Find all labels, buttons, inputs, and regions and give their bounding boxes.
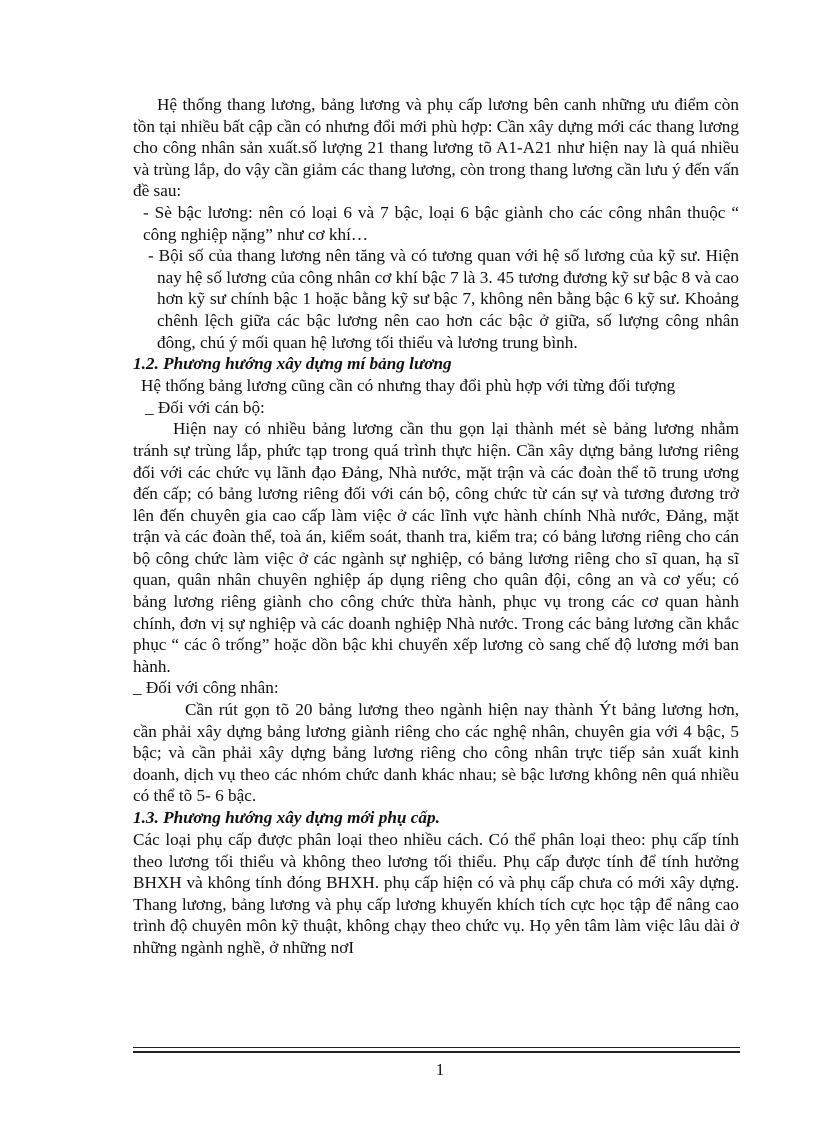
bullet-item: - Bội số của thang lương nên tăng và có tương quan với hệ số lương của kỹ sư. Hiện nay hệ số lương của công nhân cơ khí bậc 7 là 3. 45 tương đương kỹ sư bậc 8 và cao hơn kỹ sư chính bậc 1 hoặc bằng kỹ sư bậc 7, không nên bằng bậc 6 kỹ sư. Khoảng chênh lệch giữa các bậc lương nên cao hơn các bậc ở giữa, số lượng công nhân đông, chú ý mối quan hệ lương tối thiểu và lương trung bình.: [148, 246, 739, 352]
footer-rule: [133, 1051, 740, 1053]
paragraph: Hệ thống bảng lương cũng cần có nhưng thay đổi phù hợp với từng đối tượng: [141, 376, 676, 396]
paragraph: _ Đối với công nhân:: [133, 678, 279, 698]
section-heading: 1.3. Phương hướng xây dựng mới phụ cấp.: [133, 808, 440, 827]
footer-rule: [133, 1047, 740, 1048]
document-body: [133, 94, 739, 959]
page-number: 1: [435, 1060, 445, 1079]
paragraph: _ Đối với cán bộ:: [145, 397, 265, 417]
paragraph: Hệ thống thang lương, bảng lương và phụ cấp lương bên canh những ưu điểm còn tồn tại nhiều bất cập cần có nhưng đổi mới phù hợp: Cần xây dựng mới các thang lương cho công nhân sản xuất.số lượng 21 thang lương tõ A1-A21 như hiện nay là quá nhiều và trùng lắp, do vậy cần giảm các thang lương, còn trong thang lương cần lưu ý đến vấn đề sau:: [133, 95, 739, 201]
paragraph: Các loại phụ cấp được phân loại theo nhiều cách. Có thể phân loại theo: phụ cấp tính theo lương tối thiểu và không theo lương tối thiểu. Phụ cấp được tính để tính hưởng BHXH và không tính đóng BHXH. phụ cấp hiện có và phụ cấp chưa có mới xây dựng. Thang lương, bảng lương và phụ cấp lương khuyến khích tích cực học tập để nâng cao trình độ chuyên môn kỹ thuật, không chạy theo chức vụ. Họ yên tâm làm việc lâu dài ở những ngành nghề, ở những nơI: [133, 830, 739, 957]
paragraph: Hiện nay có nhiều bảng lương cần thu gọn lại thành mét sè bảng lương nhằm tránh sự trùng lắp, phức tạp trong quá trình thực hiện. Cần xây dựng bảng lương riêng đối với các chức vụ lãnh đạo Đảng, Nhà nước, mặt trận và các đoàn thể tõ trung ương đến cấp; có bảng lương riêng đối với cán bộ, công chức từ cán sự và tương đương trở lên đến chuyên gia cao cấp làm việc ở các lĩnh vực hành chính Nhà nước, Đảng, mặt trận và các đoàn thể, toà án, kiểm soát, thanh tra, kiểm tra; có bảng lương riêng cho cán bộ công chức làm việc ở các ngành sự nghiệp, có bảng lương riêng cho sĩ quan, hạ sĩ quan, quân nhân chuyên nghiệp áp dụng riêng cho quân đội, công an và cơ yếu; có bảng lương riêng giành cho công chức thừa hành, phục vụ trong các cơ quan hành chính, đơn vị sự nghiệp và các doanh nghiệp Nhà nước. Trong các bảng lương cần khắc phục “ các ô trống” hoặc dồn bậc khi chuyển xếp lương cò sang chế độ lương mới ban hành.: [133, 419, 739, 676]
bullet-item: - Sè bậc lương: nên có loại 6 và 7 bậc, loại 6 bậc giành cho các công nhân thuộc “ công nghiệp nặng” như cơ khí…: [143, 202, 739, 244]
section-heading: 1.2. Phương hướng xây dựng mí bảng lương: [133, 354, 452, 374]
paragraph: Cần rút gọn tõ 20 bảng lương theo ngành hiện nay thành Ýt bảng lương hơn, cần phải xây dựng bảng lương giành riêng cho các nghệ nhân, chuyên gia với 4 bậc, 5 bậc; và cần phải xây dựng bảng lương riêng cho công nhân trực tiếp sản xuất kinh doanh, dịch vụ theo các nhóm chức danh khác nhau; sè bậc lương không nên quá nhiều có thể tõ 5- 6 bậc.: [133, 700, 739, 806]
